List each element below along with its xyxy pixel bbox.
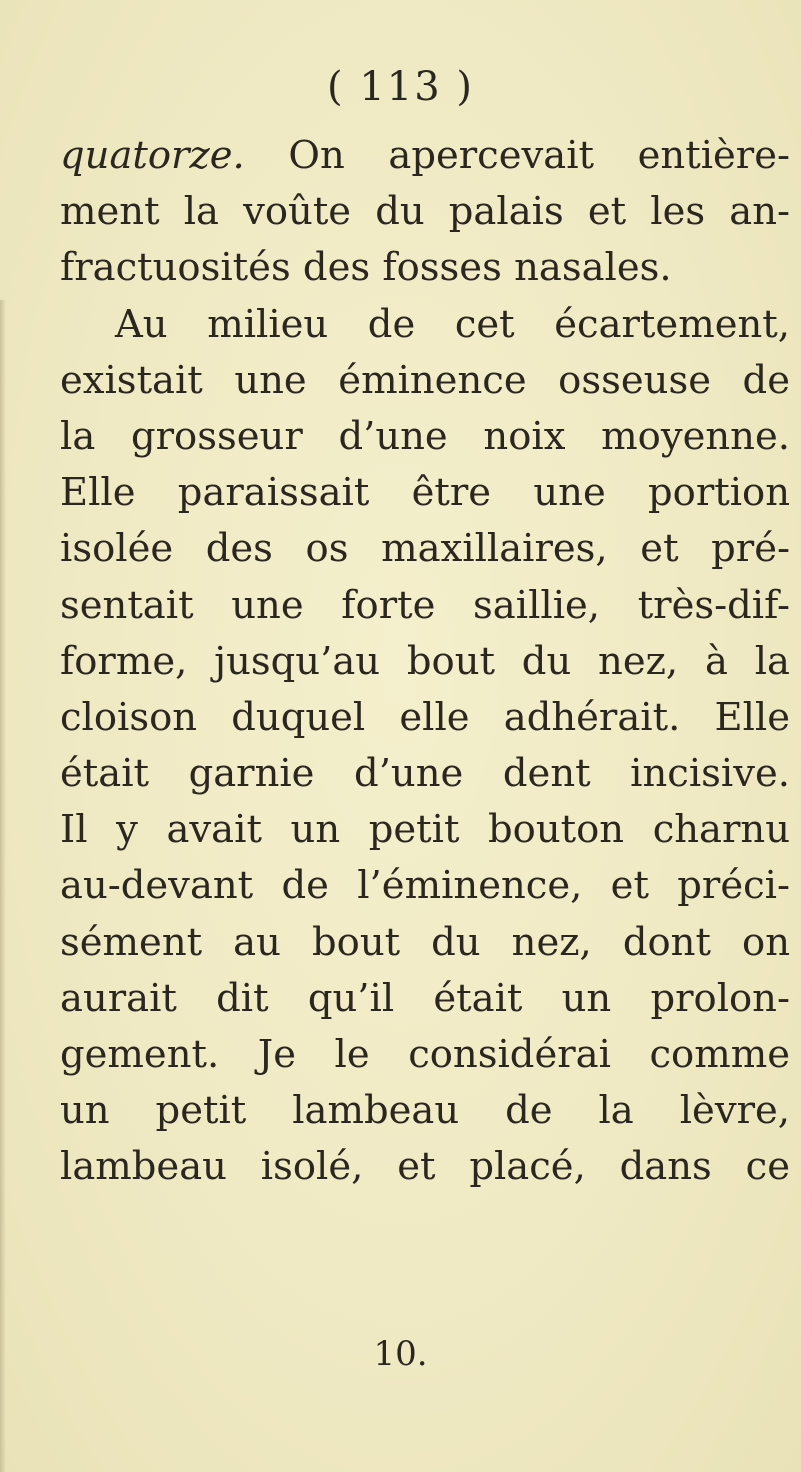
- page-number: ( 113 ): [327, 64, 474, 110]
- text-line-18: un petit lambeau de la lèvre,: [60, 1088, 790, 1134]
- body-text: [60, 128, 790, 1196]
- text-line-19: lambeau isolé, et placé, dans ce: [60, 1144, 790, 1190]
- text-line-10: forme, jusqu’au bout du nez, à la: [60, 638, 790, 684]
- text-line-14: au-devant de l’éminence, et préci-: [60, 863, 790, 909]
- signature-mark: 10.: [373, 1334, 428, 1374]
- text-line-12: était garnie d’une dent incisive.: [60, 751, 790, 797]
- text-line-1-rest: On apercevait entière-: [244, 133, 790, 178]
- text-line-8: isolée des os maxillaires, et pré-: [60, 526, 790, 572]
- text-line-11: cloison duquel elle adhérait. Elle: [60, 694, 790, 740]
- text-line-9: sentait une forte saillie, très-dif-: [60, 582, 790, 628]
- text-line-13: Il y avait un petit bouton charnu: [60, 807, 790, 853]
- text-line-17: gement. Je le considérai comme: [60, 1032, 790, 1077]
- page-edge-shadow: [0, 300, 6, 1472]
- text-line-1: [60, 128, 790, 184]
- italic-word: quatorze.: [60, 133, 245, 178]
- text-line-3: fractuosités des fosses nasales.: [60, 245, 672, 291]
- text-line-6: la grosseur d’une noix moyenne.: [60, 413, 790, 459]
- text-line-16: aurait dit qu’il était un prolon-: [60, 975, 790, 1021]
- text-line-15: sément au bout du nez, dont on: [60, 919, 790, 965]
- text-line-2: ment la voûte du palais et les an-: [60, 189, 790, 235]
- text-line-7: Elle paraissait être une portion: [60, 470, 790, 516]
- text-line-4: Au milieu de cet écartement,: [115, 301, 790, 347]
- text-line-5: existait une éminence osseuse de: [60, 357, 790, 403]
